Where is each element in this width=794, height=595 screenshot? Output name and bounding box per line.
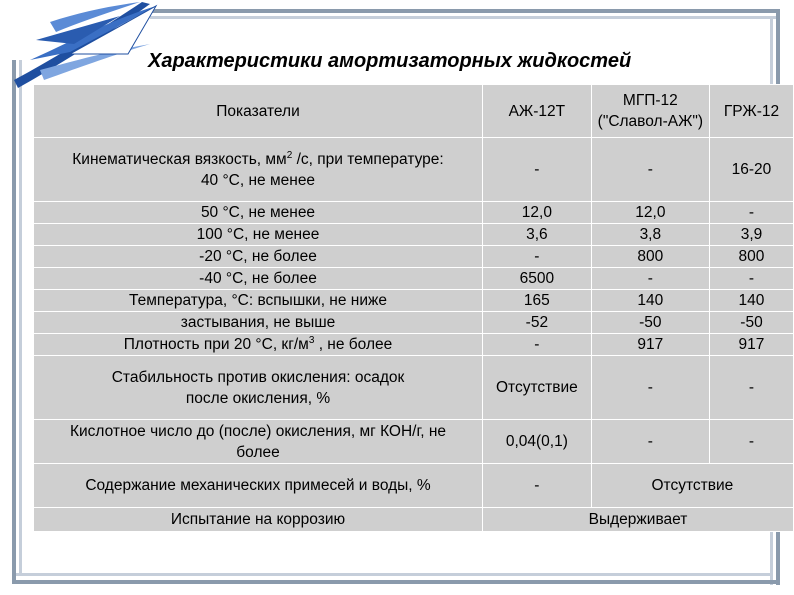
table-cell: 140 — [709, 290, 793, 312]
paper-plane-logo-icon — [10, 0, 160, 92]
table-cell: - — [709, 202, 793, 224]
table-row — [34, 334, 794, 356]
table-cell: - — [709, 356, 793, 420]
table-row — [34, 224, 794, 246]
row-label: застывания, не выше — [34, 312, 483, 334]
row-label: 100 °С, не менее — [34, 224, 483, 246]
header-cell: МГП-12 ("Славол-АЖ") — [591, 85, 709, 138]
frame-line — [12, 60, 16, 584]
table-cell: 140 — [591, 290, 709, 312]
table-header-row — [34, 85, 794, 138]
row-label: Испытание на коррозию — [34, 508, 483, 532]
label-part: Плотность при 20 °С, кг/м — [123, 336, 309, 353]
table-cell: 917 — [591, 334, 709, 356]
table-cell: 12,0 — [483, 202, 592, 224]
table-cell: 16-20 — [709, 138, 793, 202]
label-part: /с, при температуре: — [292, 150, 444, 168]
table-cell: 3,8 — [591, 224, 709, 246]
superscript: 3 — [308, 334, 315, 346]
table-row — [34, 268, 794, 290]
row-label — [34, 334, 483, 356]
row-label: Кислотное число до (после) окисления, мг КОН/г, не более — [34, 420, 483, 464]
table-cell: 800 — [591, 246, 709, 268]
table-cell: 917 — [709, 334, 793, 356]
table-cell: 800 — [709, 246, 793, 268]
table-cell: 165 — [483, 290, 592, 312]
frame-line — [150, 9, 780, 13]
table-cell: 12,0 — [591, 202, 709, 224]
table-cell: - — [483, 246, 592, 268]
row-label: Содержание механических примесей и воды, % — [34, 464, 483, 508]
frame-line — [12, 580, 780, 584]
label-part: 40 °С, не менее — [200, 171, 316, 189]
table-cell-merged: Выдерживает — [483, 508, 794, 532]
characteristics-table — [33, 84, 794, 532]
table-cell: - — [591, 138, 709, 202]
table-row — [34, 464, 794, 508]
label-part: , не более — [314, 336, 393, 353]
row-label — [34, 138, 483, 202]
row-label: 50 °С, не менее — [34, 202, 483, 224]
table-cell: - — [709, 268, 793, 290]
table-row — [34, 420, 794, 464]
table-row — [34, 356, 794, 420]
table-cell: - — [483, 138, 592, 202]
table-cell: - — [483, 464, 592, 508]
table-cell: 0,04(0,1) — [483, 420, 592, 464]
table-cell: 3,6 — [483, 224, 592, 246]
row-label: -40 °С, не более — [34, 268, 483, 290]
table-cell: - — [591, 420, 709, 464]
label-part: Кинематическая вязкость, мм — [72, 150, 287, 168]
table-cell: 6500 — [483, 268, 592, 290]
table-cell: -50 — [591, 312, 709, 334]
frame-line — [150, 16, 780, 19]
table-cell: - — [591, 268, 709, 290]
header-cell: АЖ-12Т — [483, 85, 592, 138]
table-cell: - — [483, 334, 592, 356]
header-cell: ГРЖ-12 — [709, 85, 793, 138]
table-cell: -50 — [709, 312, 793, 334]
table-cell: Отсутствие — [483, 356, 592, 420]
page-title: Характеристики амортизаторных жидкостей — [148, 50, 632, 72]
frame-line — [19, 60, 22, 576]
frame-line — [12, 573, 773, 576]
table-cell: -52 — [483, 312, 592, 334]
table-row — [34, 202, 794, 224]
table-row — [34, 290, 794, 312]
row-label: Стабильность против окисления: осадок после окисления, % — [34, 356, 483, 420]
table-cell: - — [709, 420, 793, 464]
superscript: 2 — [286, 149, 293, 161]
row-label: -20 °С, не более — [34, 246, 483, 268]
row-label: Температура, °С: вспышки, не ниже — [34, 290, 483, 312]
header-cell: Показатели — [34, 85, 483, 138]
table-cell-merged: Отсутствие — [591, 464, 793, 508]
table-row — [34, 138, 794, 202]
table-row — [34, 246, 794, 268]
table-cell: 3,9 — [709, 224, 793, 246]
table-row — [34, 508, 794, 532]
table-cell: - — [591, 356, 709, 420]
table-row — [34, 312, 794, 334]
